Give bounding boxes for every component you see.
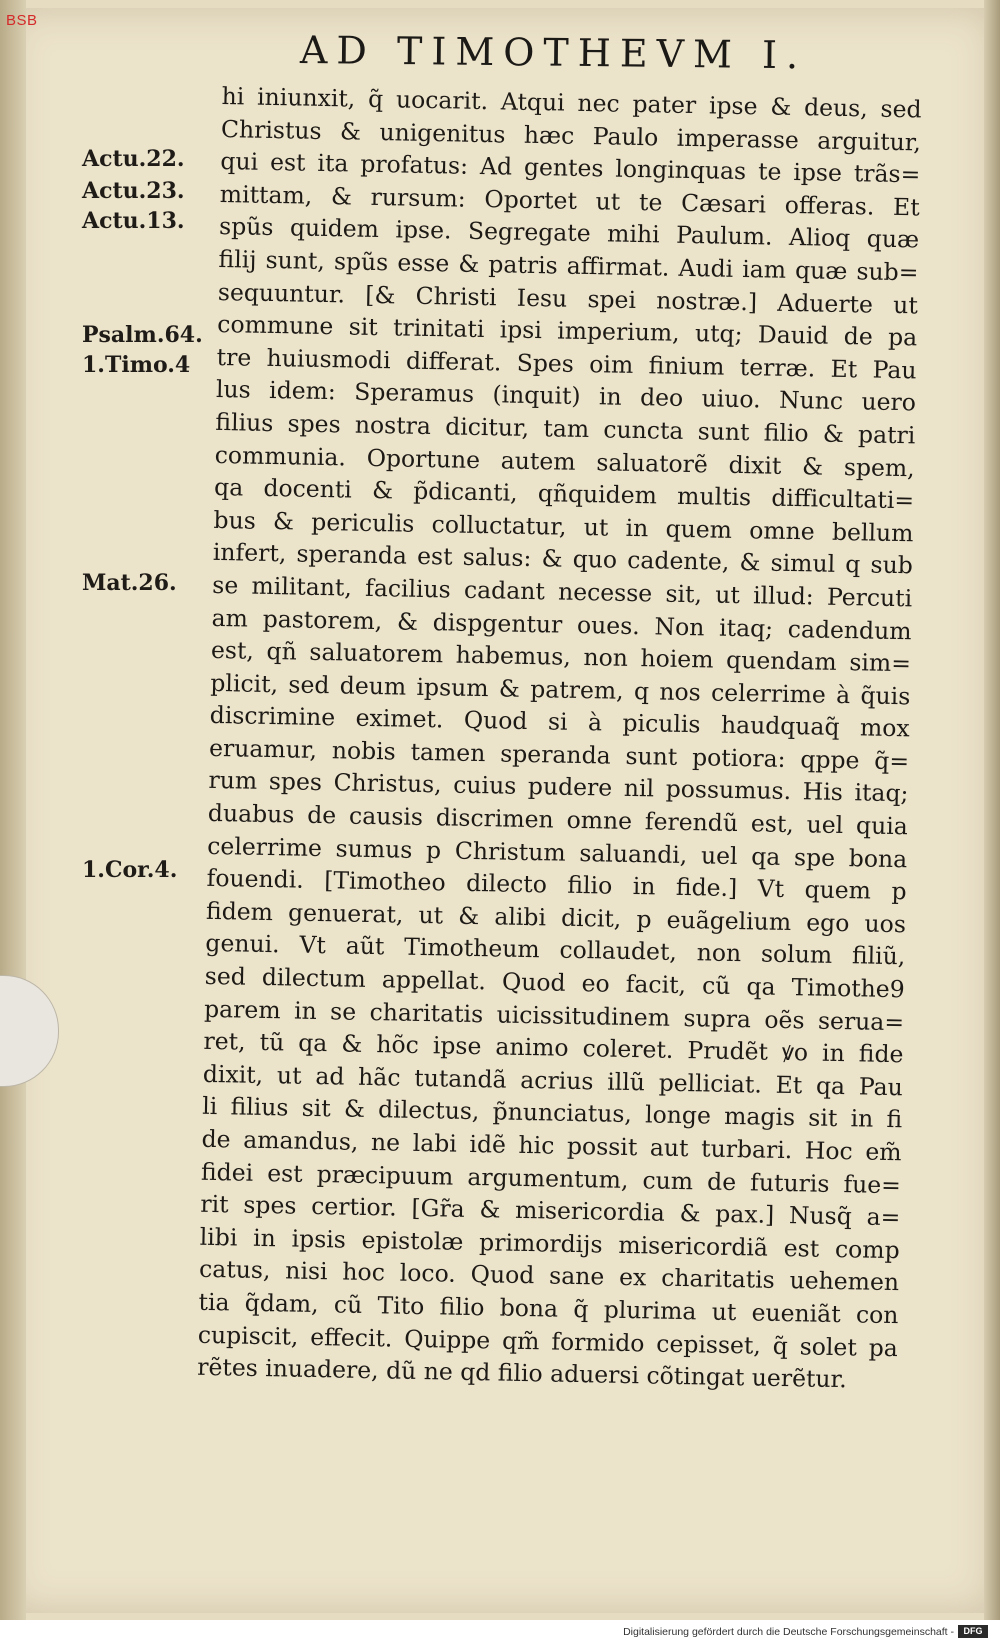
text-line: tia q̃dam, cũ Tito filio bona q̃ plurima ut eueniãt con [198, 1287, 899, 1330]
text-line: genui. Vt aũt Timotheum collaudet, non solum filiũ, [205, 929, 906, 971]
text-line: fidem genuerat, ut & alibi dicit, p euãgelium ego uos [205, 896, 907, 939]
text-line: mittam, & rursum: Oportet ut te Cæsari offeras. Et [219, 179, 920, 222]
text-line: hi iniunxit, q̃ uocarit. Atqui nec pater ipse & deus, sed [221, 81, 922, 124]
text-line: se militant, facilius cadant necesse sit, ut illud: Percuti [212, 570, 913, 613]
text-line: discrimine eximet. Quod si à piculis haudquaq̃ mox [209, 701, 910, 743]
dfg-logo: DFG [958, 1625, 988, 1638]
text-line: sequuntur. [& Christi Iesu spei nostræ.] Aduerte ut [217, 277, 919, 319]
text-line: dixit, ut ad hãc tutandã acrius illũ pelliciat. Et qa Pau [202, 1059, 904, 1102]
text-line: celerrime sumus p Christum saluandi, uel qa spe bona [207, 831, 908, 873]
text-line: commune sit trinitati ipsi imperium, utq; Dauid de pa [217, 310, 918, 352]
library-mark: BSB [6, 12, 38, 29]
marginal-note: Actu.22. [82, 146, 185, 172]
text-line: bus & periculis colluctatur, ut in quem omne bellum [213, 505, 914, 548]
text-line: eruamur, nobis tamen speranda sunt potiora: qppe q̃= [208, 733, 910, 776]
marginal-note: 1.Cor.4. [82, 857, 178, 883]
text-line: filij sunt, spũs esse & patris affirmat. Audi iam quæ sub= [218, 244, 919, 287]
text-line: parem in se charitatis uicissitudinem supra oẽs serua= [203, 994, 905, 1036]
text-line: infert, speranda est salus: & quo cadente, & simul q sub [212, 538, 914, 580]
digitization-footer [0, 1620, 1000, 1645]
text-line: li filius sit & dilectus, p̃nunciatus, longe magis sit in fi [202, 1092, 903, 1134]
text-line: filius spes nostra dicitur, tam cuncta sunt filio & patri [215, 407, 916, 450]
marginal-note: Psalm.64. [82, 322, 203, 348]
funding-notice: Digitalisierung gefördert durch die Deutsche Forschungsgemeinschaft - [623, 1626, 954, 1638]
text-line: plicit, sed deum ipsum & patrem, q nos celerrime à q̃uis [210, 668, 911, 711]
body-text [197, 80, 922, 1397]
marginal-note: Actu.13. [82, 208, 185, 234]
running-head: AD TIMOTHEVM I. [299, 28, 808, 78]
marginal-note: Mat.26. [82, 570, 177, 596]
text-line: fidei est præcipuum argumentum, cum de futuris fue= [200, 1157, 902, 1199]
text-line: libi in ipsis epistolæ primordijs misericordiã est comp [199, 1222, 900, 1265]
text-line: de amandus, ne labi idẽ hic possit aut turbari. Hoc em̃ [201, 1124, 902, 1167]
page-edge [984, 0, 1000, 1620]
text-line: tre huiusmodi differat. Spes oim finium terræ. Et Pau [216, 342, 917, 385]
text-line: rẽtes inuadere, dũ ne qd filio aduersi cõtingat uerẽtur. [197, 1352, 847, 1394]
text-line: qa docenti & p̃dicanti, qñquidem multis difficultati= [213, 473, 915, 515]
text-line: lus idem: Speramus (inquit) in deo uiuo. Nunc uero [215, 375, 917, 417]
text-line: Christus & unigenitus hæc Paulo imperasse arguitur, [220, 114, 922, 157]
text-line: rum spes Christus, cuius pudere nil possumus. His itaq; [208, 766, 909, 808]
text-line: est, qñ saluatorem habemus, non hoiem quendam sim= [210, 635, 912, 678]
page-gutter [0, 0, 26, 1620]
text-line: catus, nisi hoc loco. Quod sane ex charitatis uehemen [198, 1255, 900, 1297]
text-line: communia. Oportune autem saluatorẽ dixit & spem, [214, 440, 915, 482]
text-line: fouendi. [Timotheo dilecto filio in fide.] Vt quem p [206, 864, 907, 906]
text-line: duabus de causis discrimen omne ferendũ est, uel quia [207, 798, 909, 841]
text-line: qui est ita profatus: Ad gentes longinquas te ipse trãs= [220, 147, 921, 189]
text-line: sed dilectum appellat. Quod eo facit, cũ qa Timothe9 [204, 961, 905, 1004]
text-line: am pastorem, & dispgentur oues. Non itaq; cadendum [211, 603, 912, 645]
marginal-note: Actu.23. [82, 178, 185, 204]
text-line: ret, tũ qa & hõc ipse animo coleret. Prudẽt ꝟo in fide [203, 1027, 904, 1069]
text-line: spũs quidem ipse. Segregate mihi Paulum. Alioq quæ [218, 212, 920, 254]
text-line: rit spes certior. [Gr̃a & misericordia & pax.] Nusq̃ a= [200, 1189, 901, 1232]
text-line: cupiscit, effecit. Quippe qm̃ formido cepisset, q̃ solet pa [197, 1320, 899, 1362]
marginal-note: 1.Timo.4 [82, 352, 191, 378]
